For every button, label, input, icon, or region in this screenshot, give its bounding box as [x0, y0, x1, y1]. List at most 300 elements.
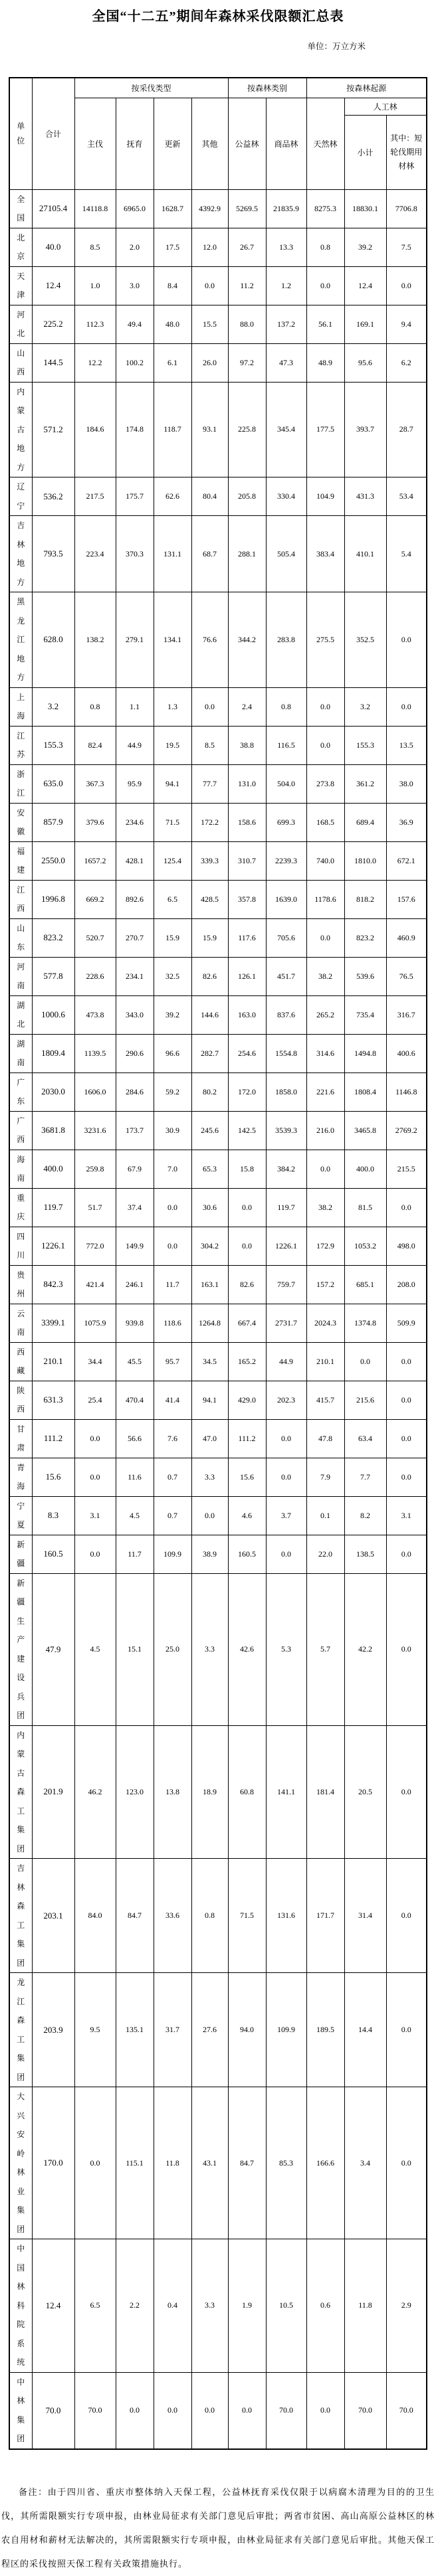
- value-cell: 0.0: [386, 687, 427, 726]
- value-cell: 41.4: [154, 1381, 191, 1419]
- value-cell: 0.0: [386, 1419, 427, 1458]
- value-cell: 225.8: [228, 382, 266, 477]
- value-cell: 184.6: [74, 382, 116, 477]
- value-cell: 2239.3: [266, 841, 306, 880]
- value-cell: 85.3: [266, 2087, 306, 2239]
- value-cell: 400.6: [386, 1034, 427, 1073]
- value-cell: 428.5: [191, 880, 228, 918]
- table-row: [9, 1111, 427, 1150]
- value-cell: 11.7: [154, 1265, 191, 1304]
- value-cell: 131.1: [154, 516, 191, 592]
- value-cell: 735.4: [344, 995, 386, 1034]
- value-cell: 76.5: [386, 957, 427, 995]
- value-cell: 11.6: [116, 1458, 154, 1496]
- value-cell: 539.6: [344, 957, 386, 995]
- value-cell: 56.1: [306, 305, 344, 343]
- value-cell: 0.0: [386, 1725, 427, 1859]
- value-cell: 316.7: [386, 995, 427, 1034]
- forest-cutting-quota-table: [9, 77, 427, 2450]
- value-cell: 1146.8: [386, 1073, 427, 1111]
- col-head-cutting-type-3: 其他: [191, 98, 228, 189]
- value-cell: 672.1: [386, 841, 427, 880]
- value-cell: 345.4: [266, 382, 306, 477]
- region-label: 江 苏: [9, 726, 32, 764]
- value-cell: 76.6: [191, 592, 228, 688]
- region-label: 海 南: [9, 1150, 32, 1188]
- value-cell: 6.5: [74, 2239, 116, 2373]
- table-row: [9, 957, 427, 995]
- value-cell: 17.5: [154, 228, 191, 266]
- table-row: [9, 1535, 427, 1573]
- value-cell: 0.1: [306, 1496, 344, 1535]
- value-cell: 2731.7: [266, 1304, 306, 1342]
- value-cell: 379.6: [74, 803, 116, 841]
- value-cell: 202.3: [266, 1381, 306, 1419]
- table-row: [9, 1265, 427, 1304]
- value-cell: 80.2: [191, 1073, 228, 1111]
- region-label: 山 西: [9, 343, 32, 382]
- value-cell: 0.0: [306, 2372, 344, 2449]
- value-cell: 0.0: [386, 1188, 427, 1227]
- value-cell: 26.7: [228, 228, 266, 266]
- table-row: [9, 228, 427, 266]
- value-cell: 228.6: [74, 957, 116, 995]
- region-label: 陕 西: [9, 1381, 32, 1419]
- value-cell: 62.6: [154, 477, 191, 516]
- value-cell: 65.3: [191, 1150, 228, 1188]
- table-row: [9, 1973, 427, 2087]
- value-cell: 0.0: [154, 1188, 191, 1227]
- value-cell: 109.9: [266, 1973, 306, 2087]
- region-label: 新 疆 生 产 建 设 兵 团: [9, 1573, 32, 1725]
- region-label: 新 疆: [9, 1535, 32, 1573]
- value-cell: 70.0: [32, 2372, 74, 2449]
- value-cell: 15.9: [191, 918, 228, 957]
- value-cell: 96.6: [154, 1034, 191, 1073]
- value-cell: 818.2: [344, 880, 386, 918]
- value-cell: 823.2: [344, 918, 386, 957]
- value-cell: 47.8: [306, 1419, 344, 1458]
- table-row: [9, 1342, 427, 1381]
- value-cell: 1996.8: [32, 880, 74, 918]
- col-head-forest-category-0: 公益林: [228, 98, 266, 189]
- value-cell: 223.4: [74, 516, 116, 592]
- value-cell: 7.0: [154, 1150, 191, 1188]
- value-cell: 160.5: [228, 1535, 266, 1573]
- region-label: 四 川: [9, 1227, 32, 1265]
- value-cell: 216.0: [306, 1111, 344, 1150]
- value-cell: 0.0: [154, 2372, 191, 2449]
- value-cell: 3.2: [32, 687, 74, 726]
- value-cell: 304.2: [191, 1227, 228, 1265]
- value-cell: 9.4: [386, 305, 427, 343]
- table-row: [9, 592, 427, 688]
- value-cell: 94.0: [228, 1973, 266, 2087]
- value-cell: 6.2: [386, 343, 427, 382]
- value-cell: 168.5: [306, 803, 344, 841]
- value-cell: 451.7: [266, 957, 306, 995]
- value-cell: 245.6: [191, 1111, 228, 1150]
- value-cell: 15.8: [228, 1150, 266, 1188]
- value-cell: 1374.8: [344, 1304, 386, 1342]
- value-cell: 1075.9: [74, 1304, 116, 1342]
- value-cell: 1264.8: [191, 1304, 228, 1342]
- value-cell: 25.4: [74, 1381, 116, 1419]
- value-cell: 210.1: [32, 1342, 74, 1381]
- value-cell: 2.4: [228, 687, 266, 726]
- region-label: 青 海: [9, 1458, 32, 1496]
- table-row: [9, 803, 427, 841]
- value-cell: 310.7: [228, 841, 266, 880]
- value-cell: 0.0: [74, 2087, 116, 2239]
- col-head-short-rotation: 其中：短轮伐期用材林: [386, 115, 427, 189]
- value-cell: 3.3: [191, 1458, 228, 1496]
- value-cell: 84.7: [228, 2087, 266, 2239]
- value-cell: 49.4: [116, 305, 154, 343]
- value-cell: 8.3: [32, 1496, 74, 1535]
- value-cell: 837.6: [266, 995, 306, 1034]
- value-cell: 88.0: [228, 305, 266, 343]
- value-cell: 383.4: [306, 516, 344, 592]
- value-cell: 39.2: [344, 228, 386, 266]
- value-cell: 265.2: [306, 995, 344, 1034]
- value-cell: 9.5: [74, 1973, 116, 2087]
- value-cell: 699.3: [266, 803, 306, 841]
- value-cell: 203.1: [32, 1859, 74, 1973]
- table-row: [9, 343, 427, 382]
- value-cell: 0.0: [386, 266, 427, 305]
- value-cell: 0.0: [154, 1227, 191, 1265]
- value-cell: 59.2: [154, 1073, 191, 1111]
- value-cell: 15.9: [154, 918, 191, 957]
- value-cell: 142.5: [228, 1111, 266, 1150]
- region-label: 云 南: [9, 1304, 32, 1342]
- value-cell: 141.1: [266, 1725, 306, 1859]
- table-row: [9, 1859, 427, 1973]
- value-cell: 31.4: [344, 1859, 386, 1973]
- value-cell: 5.3: [266, 1573, 306, 1725]
- value-cell: 0.6: [306, 2239, 344, 2373]
- region-label: 辽 宁: [9, 477, 32, 516]
- table-row: [9, 1034, 427, 1073]
- value-cell: 84.0: [74, 1859, 116, 1973]
- table-row: [9, 1073, 427, 1111]
- value-cell: 1.2: [266, 266, 306, 305]
- value-cell: 259.8: [74, 1150, 116, 1188]
- value-cell: 339.3: [191, 841, 228, 880]
- value-cell: 3.1: [386, 1496, 427, 1535]
- value-cell: 70.0: [74, 2372, 116, 2449]
- value-cell: 111.2: [228, 1419, 266, 1458]
- value-cell: 14118.8: [74, 189, 116, 228]
- value-cell: 40.0: [32, 228, 74, 266]
- value-cell: 118.7: [154, 382, 191, 477]
- value-cell: 84.7: [116, 1859, 154, 1973]
- group-head-cutting-type: 按采伐类型: [74, 78, 228, 98]
- value-cell: 8.4: [154, 266, 191, 305]
- value-cell: 0.0: [74, 1458, 116, 1496]
- value-cell: 7.7: [344, 1458, 386, 1496]
- value-cell: 19.5: [154, 726, 191, 764]
- value-cell: 144.6: [191, 995, 228, 1034]
- value-cell: 0.0: [228, 2372, 266, 2449]
- region-label: 北 京: [9, 228, 32, 266]
- value-cell: 15.6: [32, 1458, 74, 1496]
- value-cell: 12.2: [74, 343, 116, 382]
- value-cell: 38.2: [306, 1188, 344, 1227]
- value-cell: 8.5: [74, 228, 116, 266]
- value-cell: 740.0: [306, 841, 344, 880]
- value-cell: 155.3: [32, 726, 74, 764]
- value-cell: 2030.0: [32, 1073, 74, 1111]
- value-cell: 7706.8: [386, 189, 427, 228]
- value-cell: 0.4: [154, 2239, 191, 2373]
- value-cell: 1606.0: [74, 1073, 116, 1111]
- region-label: 内 蒙 古 森 工 集 团: [9, 1725, 32, 1859]
- value-cell: 70.0: [266, 2372, 306, 2449]
- value-cell: 1809.4: [32, 1034, 74, 1073]
- value-cell: 82.6: [191, 957, 228, 995]
- region-label: 大 兴 安 岭 林 业 集 团: [9, 2087, 32, 2239]
- value-cell: 689.4: [344, 803, 386, 841]
- value-cell: 47.3: [266, 343, 306, 382]
- region-label: 中 林 集 团: [9, 2372, 32, 2449]
- region-label: 安 徽: [9, 803, 32, 841]
- value-cell: 367.3: [74, 764, 116, 803]
- value-cell: 3465.8: [344, 1111, 386, 1150]
- value-cell: 47.9: [32, 1573, 74, 1725]
- value-cell: 421.4: [74, 1265, 116, 1304]
- value-cell: 370.3: [116, 516, 154, 592]
- value-cell: 221.6: [306, 1073, 344, 1111]
- value-cell: 28.7: [386, 382, 427, 477]
- value-cell: 71.5: [154, 803, 191, 841]
- value-cell: 30.9: [154, 1111, 191, 1150]
- region-label: 湖 北: [9, 995, 32, 1034]
- region-label: 黑 龙 江 地 方: [9, 592, 32, 688]
- value-cell: 93.1: [191, 382, 228, 477]
- value-cell: 1.9: [228, 2239, 266, 2373]
- value-cell: 772.0: [74, 1227, 116, 1265]
- value-cell: 94.1: [154, 764, 191, 803]
- value-cell: 1053.2: [344, 1227, 386, 1265]
- table-row: [9, 1419, 427, 1458]
- value-cell: 520.7: [74, 918, 116, 957]
- value-cell: 21835.9: [266, 189, 306, 228]
- value-cell: 25.0: [154, 1573, 191, 1725]
- value-cell: 415.7: [306, 1381, 344, 1419]
- value-cell: 4.5: [74, 1573, 116, 1725]
- value-cell: 273.8: [306, 764, 344, 803]
- value-cell: 172.0: [228, 1073, 266, 1111]
- value-cell: 15.6: [228, 1458, 266, 1496]
- value-cell: 171.7: [306, 1859, 344, 1973]
- value-cell: 181.4: [306, 1725, 344, 1859]
- value-cell: 0.0: [386, 1342, 427, 1381]
- value-cell: 275.5: [306, 592, 344, 688]
- table-row: [9, 1304, 427, 1342]
- region-label: 全 国: [9, 189, 32, 228]
- value-cell: 3.3: [191, 2239, 228, 2373]
- value-cell: 63.4: [344, 1419, 386, 1458]
- value-cell: 330.4: [266, 477, 306, 516]
- value-cell: 8.2: [344, 1496, 386, 1535]
- value-cell: 410.1: [344, 516, 386, 592]
- value-cell: 215.5: [386, 1150, 427, 1188]
- value-cell: 44.9: [116, 726, 154, 764]
- value-cell: 34.5: [191, 1342, 228, 1381]
- value-cell: 0.8: [306, 228, 344, 266]
- value-cell: 104.9: [306, 477, 344, 516]
- value-cell: 0.0: [344, 1342, 386, 1381]
- value-cell: 95.9: [116, 764, 154, 803]
- value-cell: 118.6: [154, 1304, 191, 1342]
- value-cell: 22.0: [306, 1535, 344, 1573]
- value-cell: 149.9: [116, 1227, 154, 1265]
- value-cell: 393.7: [344, 382, 386, 477]
- value-cell: 134.1: [154, 592, 191, 688]
- value-cell: 137.2: [266, 305, 306, 343]
- value-cell: 343.0: [116, 995, 154, 1034]
- value-cell: 46.2: [74, 1725, 116, 1859]
- table-row: [9, 266, 427, 305]
- col-head-cutting-type-2: 更新: [154, 98, 191, 189]
- table-row: [9, 726, 427, 764]
- region-label: 河 北: [9, 305, 32, 343]
- value-cell: 112.3: [74, 305, 116, 343]
- region-label: 浙 江: [9, 764, 32, 803]
- value-cell: 284.6: [116, 1073, 154, 1111]
- value-cell: 177.5: [306, 382, 344, 477]
- value-cell: 0.0: [306, 918, 344, 957]
- value-cell: 174.8: [116, 382, 154, 477]
- value-cell: 13.3: [266, 228, 306, 266]
- value-cell: 288.1: [228, 516, 266, 592]
- value-cell: 12.4: [32, 2239, 74, 2373]
- value-cell: 1858.0: [266, 1073, 306, 1111]
- table-row: [9, 2372, 427, 2449]
- value-cell: 504.0: [266, 764, 306, 803]
- value-cell: 0.0: [386, 1573, 427, 1725]
- value-cell: 37.4: [116, 1188, 154, 1227]
- value-cell: 892.6: [116, 880, 154, 918]
- value-cell: 0.0: [386, 592, 427, 688]
- value-cell: 3.2: [344, 687, 386, 726]
- value-cell: 0.0: [386, 2087, 427, 2239]
- value-cell: 160.5: [32, 1535, 74, 1573]
- value-cell: 6965.0: [116, 189, 154, 228]
- value-cell: 2.9: [386, 2239, 427, 2373]
- value-cell: 400.0: [344, 1150, 386, 1188]
- value-cell: 234.6: [116, 803, 154, 841]
- value-cell: 460.9: [386, 918, 427, 957]
- value-cell: 1810.0: [344, 841, 386, 880]
- value-cell: 685.1: [344, 1265, 386, 1304]
- value-cell: 2.2: [116, 2239, 154, 2373]
- value-cell: 34.4: [74, 1342, 116, 1381]
- table-row: [9, 516, 427, 592]
- value-cell: 0.0: [266, 1458, 306, 1496]
- value-cell: 44.9: [266, 1342, 306, 1381]
- value-cell: 0.0: [386, 1458, 427, 1496]
- col-head-total: 合计: [32, 78, 74, 189]
- value-cell: 0.0: [191, 266, 228, 305]
- value-cell: 0.0: [266, 1535, 306, 1573]
- value-cell: 505.4: [266, 516, 306, 592]
- value-cell: 357.8: [228, 880, 266, 918]
- value-cell: 577.8: [32, 957, 74, 995]
- value-cell: 119.7: [32, 1188, 74, 1227]
- value-cell: 0.0: [386, 1535, 427, 1573]
- value-cell: 1226.1: [32, 1227, 74, 1265]
- value-cell: 0.8: [74, 687, 116, 726]
- value-cell: 48.9: [306, 343, 344, 382]
- footnote: 备注：由于四川省、重庆市整体纳入天保工程，公益林抚育采伐仅限于以病腐木清理为目的的卫生伐，其所需限额实行专项申报，由林业局征求有关部门意见后审批；两省市贫困、高山高原公益林区的林农自用材和薪材无法解决的，其所需限额实行专项申报，由林业局征求有关部门意见后审批。其他天保工程区的采伐按照天保工程有关政策措施执行。: [1, 2486, 435, 2569]
- value-cell: 254.6: [228, 1034, 266, 1073]
- value-cell: 215.6: [344, 1381, 386, 1419]
- col-head-forest-category-1: 商品林: [266, 98, 306, 189]
- value-cell: 126.1: [228, 957, 266, 995]
- value-cell: 314.6: [306, 1034, 344, 1073]
- value-cell: 7.6: [154, 1419, 191, 1458]
- value-cell: 290.6: [116, 1034, 154, 1073]
- value-cell: 0.0: [191, 687, 228, 726]
- value-cell: 7.9: [306, 1458, 344, 1496]
- value-cell: 77.7: [191, 764, 228, 803]
- table-row: [9, 1458, 427, 1496]
- value-cell: 170.0: [32, 2087, 74, 2239]
- value-cell: 31.7: [154, 1973, 191, 2087]
- value-cell: 7.5: [386, 228, 427, 266]
- value-cell: 5269.5: [228, 189, 266, 228]
- value-cell: 1494.8: [344, 1034, 386, 1073]
- value-cell: 4.5: [116, 1496, 154, 1535]
- value-cell: 81.5: [344, 1188, 386, 1227]
- value-cell: 123.0: [116, 1725, 154, 1859]
- value-cell: 117.6: [228, 918, 266, 957]
- group-head-forest-origin: 按森林起源: [306, 78, 427, 98]
- value-cell: 0.8: [266, 687, 306, 726]
- region-label: 湖 南: [9, 1034, 32, 1073]
- value-cell: 842.3: [32, 1265, 74, 1304]
- value-cell: 70.0: [386, 2372, 427, 2449]
- value-cell: 6.1: [154, 343, 191, 382]
- value-cell: 125.4: [154, 841, 191, 880]
- value-cell: 1808.4: [344, 1073, 386, 1111]
- value-cell: 857.9: [32, 803, 74, 841]
- region-label: 贵 州: [9, 1265, 32, 1304]
- value-cell: 48.0: [154, 305, 191, 343]
- region-label: 广 西: [9, 1111, 32, 1150]
- value-cell: 0.0: [116, 2372, 154, 2449]
- value-cell: 635.0: [32, 764, 74, 803]
- region-label: 内 蒙 古 地 方: [9, 382, 32, 477]
- value-cell: 11.8: [154, 2087, 191, 2239]
- value-cell: 270.7: [116, 918, 154, 957]
- value-cell: 169.1: [344, 305, 386, 343]
- value-cell: 111.2: [32, 1419, 74, 1458]
- value-cell: 45.5: [116, 1342, 154, 1381]
- col-head-natural-forest: 天然林: [306, 98, 344, 189]
- value-cell: 571.2: [32, 382, 74, 477]
- value-cell: 0.0: [306, 1150, 344, 1188]
- value-cell: 43.1: [191, 2087, 228, 2239]
- region-label: 福 建: [9, 841, 32, 880]
- value-cell: 3.0: [116, 266, 154, 305]
- value-cell: 3.3: [191, 1573, 228, 1725]
- region-label: 西 藏: [9, 1342, 32, 1381]
- value-cell: 80.4: [191, 477, 228, 516]
